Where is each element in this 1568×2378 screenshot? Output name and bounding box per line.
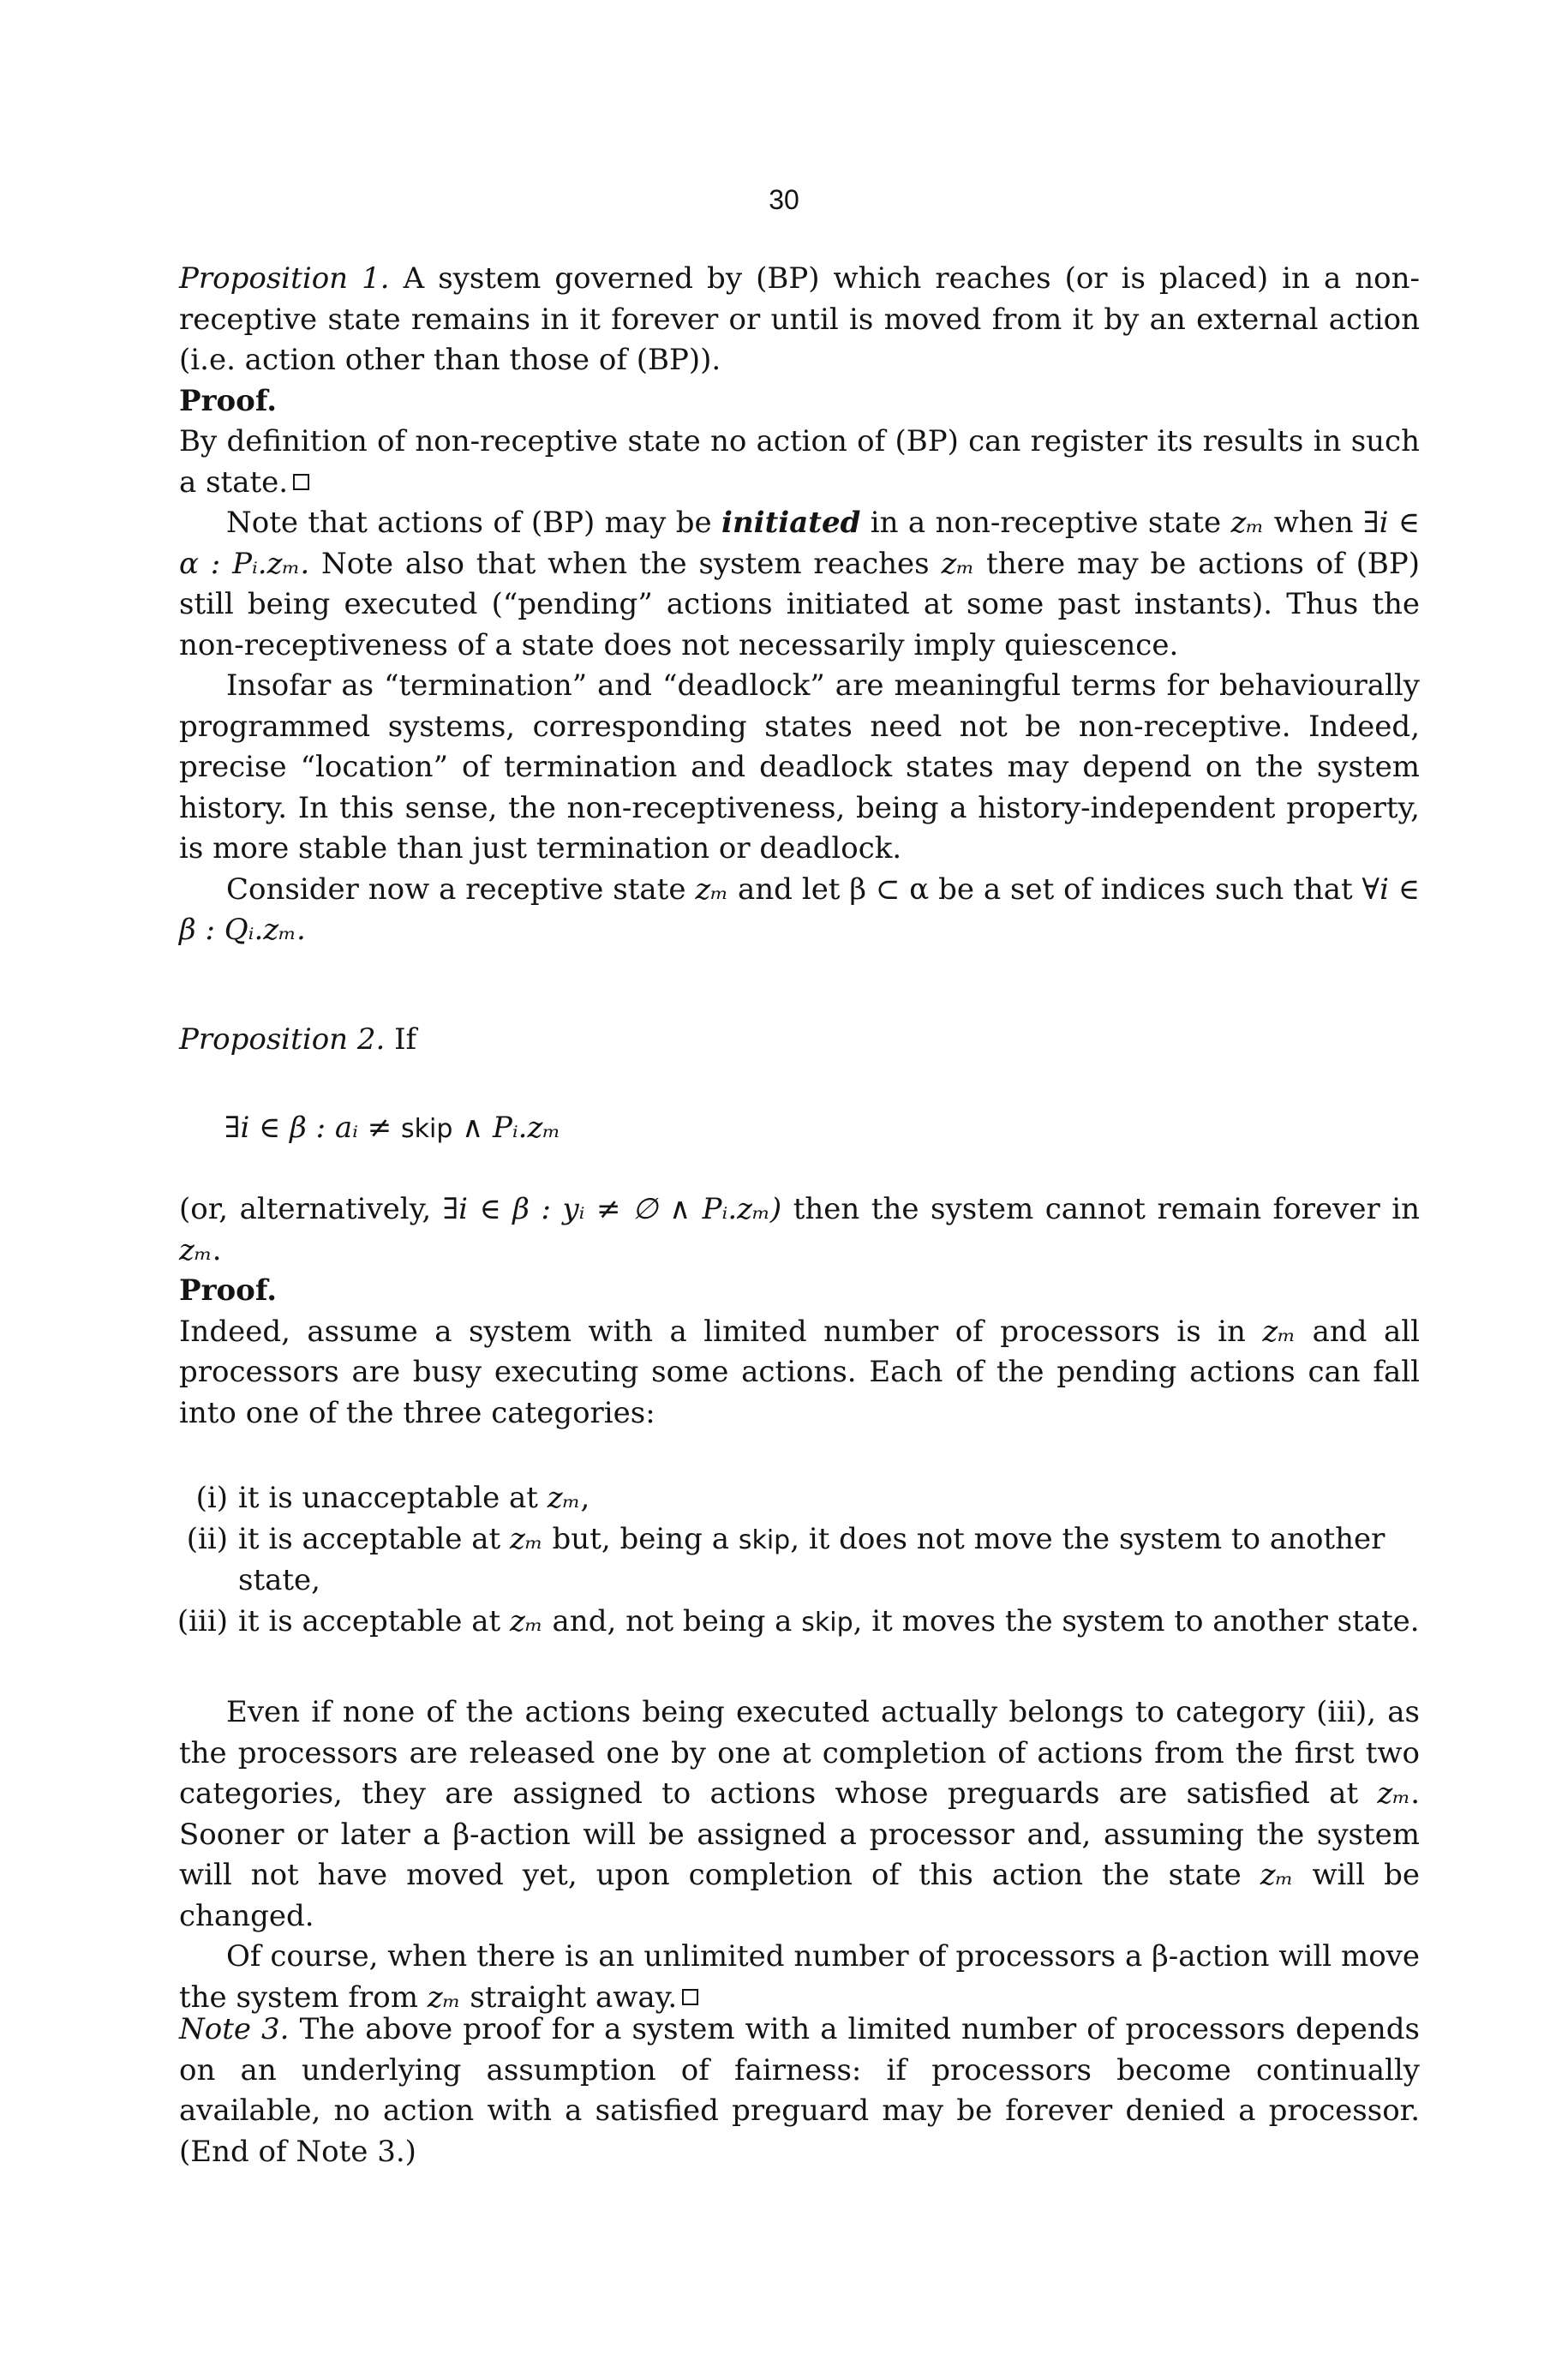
proof-2-text — [179, 1312, 1420, 1435]
list-item-post: , — [580, 1481, 590, 1515]
note-text-3: when — [1273, 506, 1354, 540]
list-item-mid: and, not being a — [552, 1603, 793, 1638]
note-text-4: Note also that when the system reaches — [321, 546, 930, 581]
insofar-paragraph: Insofar as “termination” and “deadlock” are meaningful terms for behaviourally programmed systems, corresponding states need not be non-receptive. Indeed, precise “location” of termination and deadlock states may depend on the system history. In this sense, the non-receptiveness, being a history-independent property, is more stable than just termination or deadlock. — [179, 668, 1420, 866]
list-item-post: , it moves the system to another state. — [853, 1603, 1420, 1638]
state-zm: zₘ — [1377, 1776, 1411, 1811]
proposition-2-formula — [224, 1108, 560, 1150]
proposition-1-text: A system governed by (BP) which reaches (or is placed) in a non-receptive state remains in it forever or until is moved from it by an external action (i.e. action other than those of (BP)). — [179, 261, 1421, 377]
state-zm: zₘ — [427, 1980, 461, 2015]
formula-part-a: ∃i ∈ β : aᵢ ≠ — [224, 1111, 392, 1145]
note-3 — [179, 2010, 1420, 2172]
course-paragraph — [179, 1937, 1420, 2018]
proposition-1 — [179, 259, 1420, 381]
note-3-text: The above proof for a system with a limited number of processors depends on an underlying assumption of fairness: if processors become continually available, no action with a satisfied preguard may be forever denied a processor. (End of Note 3.) — [179, 2012, 1420, 2169]
list-item-label: (i) — [195, 1481, 228, 1515]
even-paragraph — [179, 1692, 1420, 1937]
categories-list — [170, 1478, 1421, 1643]
proposition-1-label: Proposition 1. — [179, 261, 390, 296]
list-item-label: (iii) — [177, 1603, 228, 1638]
page-number: 30 — [769, 184, 799, 215]
consider-text-1: Consider now a receptive state — [226, 872, 686, 907]
state-zm: zₘ — [1230, 506, 1265, 540]
state-zm: zₘ — [547, 1481, 581, 1515]
proof-2-body-1: Indeed, assume a system with a limited number of processors is in — [179, 1314, 1246, 1349]
list-item-label: (ii) — [186, 1521, 228, 1556]
even-text-1: Even if none of the actions being executed actually belongs to category (iii), as the processors are released one by one at completion of actions from the first two categories, they are assigned to actions whose preguards are satisfied at — [179, 1695, 1420, 1811]
list-item-text: it is acceptable at — [238, 1521, 501, 1556]
formula-skip: skip — [401, 1114, 453, 1144]
state-zm: zₘ — [1262, 1314, 1296, 1349]
proposition-2 — [179, 1020, 1420, 1061]
consider-condition: ∀i ∈ β : Qᵢ.zₘ. — [179, 872, 1420, 947]
proposition-2-alternative: (or, alternatively, ∃i ∈ β : yᵢ ≠ ∅ ∧ Pᵢ.zₘ) then the system cannot remain forever in zₘ. — [179, 1192, 1420, 1267]
list-item-text: it is unacceptable at — [238, 1481, 538, 1515]
proof-1-text — [179, 422, 1420, 503]
consider-paragraph — [179, 870, 1420, 951]
qed-box-icon — [293, 474, 309, 490]
list-item-mid: but, being a — [552, 1521, 729, 1556]
note-emphasis: initiated — [721, 506, 861, 540]
proof-2-conclusion — [179, 1692, 1420, 2018]
proof-1-heading: Proof. — [179, 383, 278, 418]
even-text-3: will be changed. — [179, 1858, 1420, 1933]
note-text-1: Note that actions of (BP) may be — [226, 506, 712, 540]
state-zm: zₘ — [509, 1603, 543, 1638]
proposition-2-label: Proposition 2. — [179, 1022, 386, 1057]
note-paragraph — [179, 503, 1420, 666]
proposition-2-continuation — [179, 1189, 1420, 1434]
qed-box-icon — [682, 1989, 698, 2005]
formula-part-b: ∧ Pᵢ.zₘ — [462, 1111, 561, 1145]
list-item — [170, 1519, 1421, 1602]
list-item-post: , it does not move the system to another state, — [238, 1521, 1385, 1597]
list-item-text: it is acceptable at — [238, 1603, 501, 1638]
proof-2-body-2: and all processors are busy executing some actions. Each of the pending actions can fall into one of the three categories: — [179, 1314, 1420, 1430]
even-text-2: . Sooner or later a β-action will be assigned a processor and, assuming the system will not have moved yet, upon completion of this action the state — [179, 1776, 1420, 1892]
skip-keyword: skip — [738, 1524, 791, 1555]
alt-post: then the system cannot remain forever in — [793, 1192, 1420, 1226]
state-zm: zₘ — [941, 546, 975, 581]
proof-2-heading: Proof. — [179, 1273, 278, 1308]
consider-text-2: and let β ⊂ α be a set of indices such that — [738, 872, 1353, 907]
proof-1-body: By definition of non-receptive state no action of (BP) can register its results in such a state. — [179, 424, 1420, 500]
note-3-label: Note 3. — [179, 2012, 290, 2046]
proposition-2-if: If — [394, 1022, 417, 1057]
note-text-5: there may be actions of (BP) still being executed (“pending” actions initiated at some past instants). Thus the non-receptiveness of a state does not necessarily imply quiescence. — [179, 546, 1420, 662]
state-zm: zₘ — [1260, 1858, 1294, 1892]
state-zm: zₘ — [509, 1521, 543, 1556]
course-text-2: straight away. — [470, 1980, 678, 2015]
proposition-1-section — [179, 259, 1420, 951]
state-zm: zₘ — [695, 872, 729, 907]
note-condition: ∃i ∈ α : Pᵢ.zₘ. — [179, 506, 1421, 581]
alt-pre: (or, alternatively, — [179, 1192, 432, 1226]
list-item — [170, 1602, 1421, 1644]
course-text-1: Of course, when there is an unlimited number of processors a β-action will move the system from — [179, 1939, 1420, 2015]
skip-keyword: skip — [801, 1607, 853, 1638]
list-item — [170, 1478, 1421, 1519]
alt-formula: ∃i ∈ β : yᵢ ≠ ∅ ∧ Pᵢ.zₘ) — [442, 1192, 782, 1226]
state-zm: zₘ — [179, 1232, 212, 1267]
note-text-2: in a non-receptive state — [870, 506, 1222, 540]
